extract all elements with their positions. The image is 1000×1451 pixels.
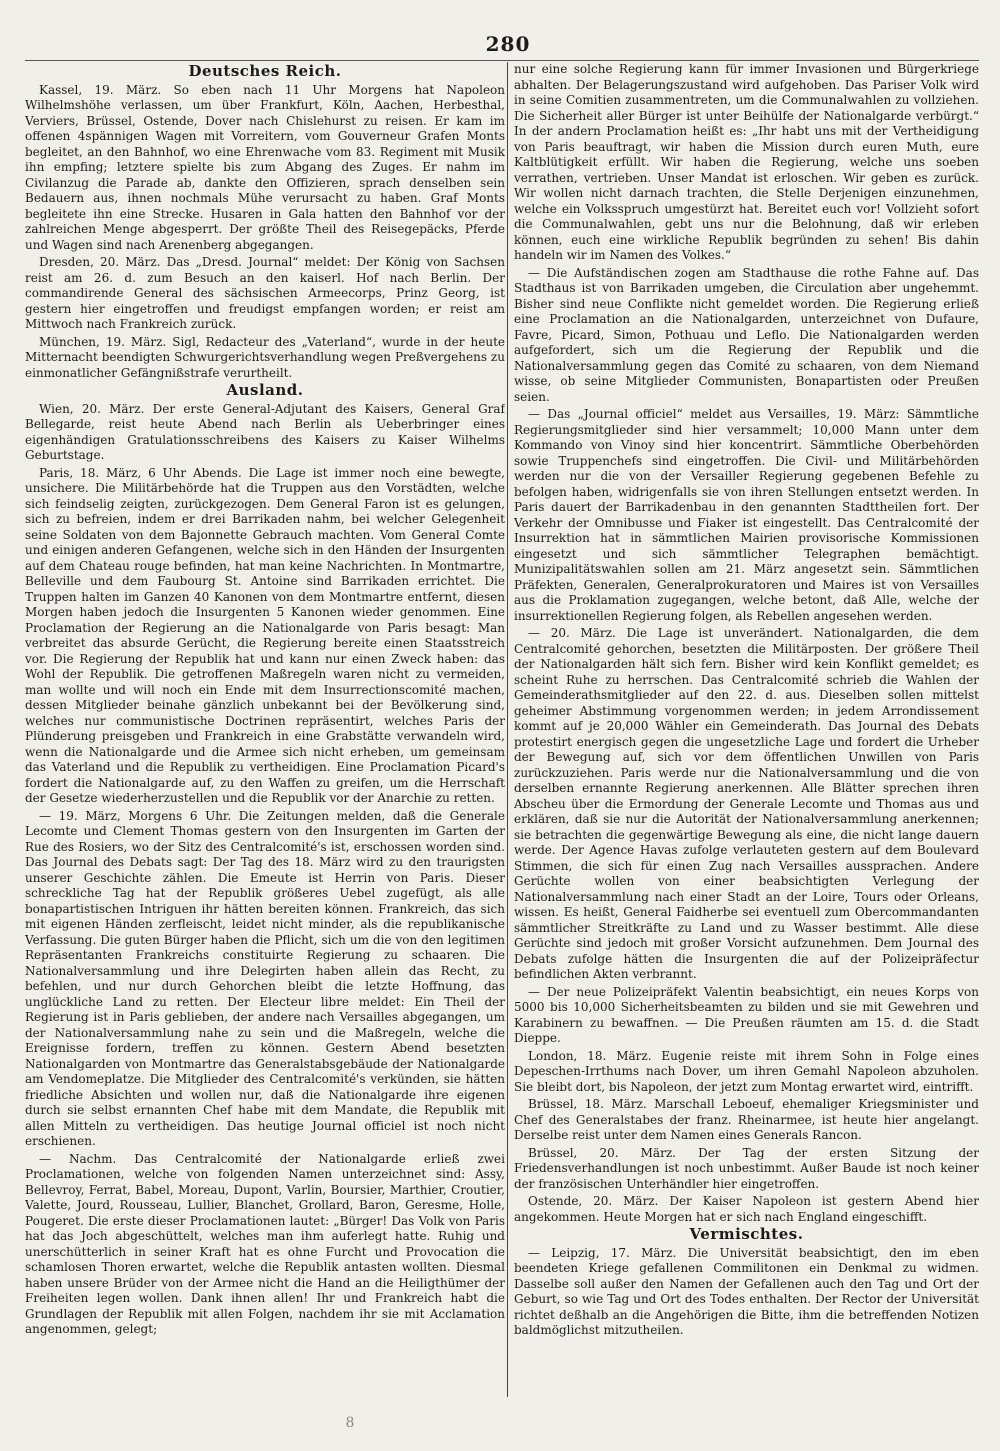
article-muenchen: München, 19. März. Sigl, Redacteur des „Vaterland“, wurde in der heute Mitternacht beendigten Schwurgerichtsverhandlung wegen Preßvergehens zu einmonatlicher Gefängnißstrafe verurtheilt.: [25, 334, 505, 380]
heading-deutsches-reich: Deutsches Reich.: [188, 62, 342, 80]
page-number: 280: [485, 32, 531, 56]
article-paris-18: Paris, 18. März, 6 Uhr Abends. Die Lage ist immer noch eine bewegte, unsichere. Die Militärbehörde hat die Truppen aus den Vorstädten, welche sich feindselig zeigten, zurückgezogen. Dem General Faron ist es gelungen, sich zu befreien, indem er drei Barrikaden nahm, bei welcher Gelegenheit seine Soldaten von dem Bajonnette Gebrauch machten. Vom General Comte und einigen anderen Gefangenen, welche sich in den Händen der Insurgenten auf dem Chateau rouge befinden, hat man keine Nachrichten. In Montmartre, Belleville und dem Faubourg St. Antoine sind Barrikaden errichtet. Die Truppen halten im Ganzen 40 Kanonen von dem Montmartre entfernt, diesen Morgen haben jedoch die Insurgenten 5 Kanonen wieder genommen. Eine Proclamation der Regierung an die Nationalgarde von Paris besagt: Man verbreitet das absurde Gerücht, die Regierung bereite einen Staatsstreich vor. Die Regierung der Republik hat und kann nur einen Zweck haben: das Wohl der Republik. Die getroffenen Maßregeln waren nicht zu vermeiden, man wollte und will noch ein Ende mit dem Insurrectionscomité machen, dessen Mitglieder beinahe gänzlich unbekannt bei der Bevölkerung sind, welches nur communistische Doctrinen repräsentirt, welches Paris der Plünderung preisgeben und Frankreich in eine Grabstätte verwandeln wird, wenn die Nationalgarde und die Armee sich nicht erheben, um gemeinsam das Vaterland und die Republik zu vertheidigen. Eine Proclamation Picard's fordert die Nationalgarde auf, zu den Waffen zu greifen, um die Herrschaft der Gesetze wiederherzustellen und die Republik vor der Anarchie zu retten.: [25, 465, 505, 805]
article-dresden: Dresden, 20. März. Das „Dresd. Journal“ meldet: Der König von Sachsen reist am 26. d. zum Besuch an den kaiserl. Hof nach Berlin. Der commandirende General des sächsischen Armeecorps, Prinz Georg, ist gestern hier eingetroffen und freudigst empfangen worden; er reist am Mittwoch nach Frankreich zurück.: [25, 255, 505, 331]
article-wien: Wien, 20. März. Der erste General-Adjutant des Kaisers, General Graf Bellegarde, reist heute Abend nach Berlin als Ueberbringer eines eigenhändigen Gratulationsschreibens des Kaisers zu Kaiser Wilhelms Geburtstage.: [25, 401, 505, 462]
article-kassel: Kassel, 19. März. So eben nach 11 Uhr Morgens hat Napoleon Wilhelmshöhe verlassen, um über Frankfurt, Köln, Aachen, Herbesthal, Verviers, Brüssel, Ostende, Dover nach Chislehurst zu reisen. Er kam im offenen 4spännigen Wagen mit Vorreitern, vom Gouverneur Grafen Monts begleitet, an den Bahnhof, wo eine Ehrenwache vom 83. Regiment mit Musik ihn empfing; letztere spielte bis zum Abgang des Zuges. Er nahm im Civilanzug die Parade ab, dankte den Offizieren, sprach denselben sein Bedauern aus, ihnen nochmals Mühe verursacht zu haben. Graf Monts begleitete ihn eine Strecke. Husaren in Gala hatten den Bahnhof vor der zahlreichen Menge abgesperrt. Der größte Theil des Reisegepäcks, Pferde und Wagen sind nach Arenenberg abgegangen.: [25, 82, 505, 252]
column-rule: [507, 62, 508, 1397]
right-column: [514, 62, 979, 1422]
heading-vermischtes: Vermischtes.: [689, 1225, 804, 1243]
article-bruessel-20: Brüssel, 20. März. Der Tag der ersten Sitzung der Friedensverhandlungen ist noch unbestimmt. Außer Baude ist noch keiner der französischen Unterhändler hier eingetroffen.: [514, 1145, 979, 1191]
article-paris-20: — 20. März. Die Lage ist unverändert. Nationalgarden, die dem Centralcomité gehorchen, besetzten die Militärposten. Der größere Theil der Nationalgarden hält sich fern. Bisher wird kein Konflikt gemeldet; es scheint Ruhe zu herrschen. Das Centralcomité schrieb die Wahlen der Gemeinderathsmitglieder auf den 22. d. aus. Dieselben sollen mittelst geheimer Abstimmung vorgenommen werden; in jedem Arrondissement kommt auf je 20,000 Wähler ein Gemeinderath. Das Journal des Debats protestirt energisch gegen die ungesetzliche Lage und fordert die Urheber der Bewegung auf, sich vor dem öffentlichen Unwillen von Paris zurückzuziehen. Paris werde nur die Nationalversammlung und die von derselben ernannte Regierung anerkennen. Alle Blätter sprechen ihren Abscheu über die Ermordung der Generale Lecomte und Thomas aus und erklären, daß sie nur die Autorität der Nationalversammlung anerkennen; sie betrachten die gegenwärtige Bewegung als eine, die nicht lange dauern werde. Der Agence Havas zufolge verlauteten gestern auf dem Boulevard Stimmen, die sich für einen Zug nach Versailles aussprachen. Andere Gerüchte wollen von einer beabsichtigten Verlegung der Nationalversammlung nach einer Stadt an der Loire, Tours oder Orleans, wissen. Es heißt, General Faidherbe sei eventuell zum Obercommandanten sämmtlicher Streitkräfte zu Land und zu Wasser bestimmt. Alle diese Gerüchte sind jedoch mit großer Vorsicht aufzunehmen. Dem Journal des Debats zufolge hätten die Insurgenten die auf der Polizeipräfectur befindlichen Akten verbrannt.: [514, 626, 979, 981]
article-bruessel-18: Brüssel, 18. März. Marschall Leboeuf, ehemaliger Kriegsminister und Chef des Generalstabes der franz. Rheinarmee, ist heute hier angelangt. Derselbe reist unter dem Namen eines Generals Rancon.: [514, 1097, 979, 1142]
article-ostende: Ostende, 20. März. Der Kaiser Napoleon ist gestern Abend hier angekommen. Heute Morgen hat er sich nach England eingeschifft.: [514, 1194, 979, 1224]
top-rule: [25, 60, 979, 61]
article-paris-19: — 19. März, Morgens 6 Uhr. Die Zeitungen melden, daß die Generale Lecomte und Clement Thomas gestern von den Insurgenten im Garten der Rue des Rosiers, wo der Sitz des Centralcomité's ist, erschossen worden sind. Das Journal des Debats sagt: Der Tag des 18. März wird zu den traurigsten unserer Geschichte zählen. Die Emeute ist Herrin von Paris. Dieser schreckliche Tag hat der Republik größeres Uebel zugefügt, als alle bonapartistischen Intriguen ihr hätten bereiten können. Frankreich, das sich mit eigenen Händen zerfleischt, leidet nicht minder, als die republikanische Verfassung. Die guten Bürger haben die Pflicht, sich um die von den legitimen Repräsentanten Frankreichs constituirte Regierung zu schaaren. Die Nationalversammlung und ihre Delegirten haben allein das Recht, zu befehlen, und nur durch Gehorchen bleibt die letzte Hoffnung, das unglückliche Land zu retten. Der Electeur libre meldet: Ein Theil der Regierung ist in Paris geblieben, der andere nach Versailles abgegangen, um der Nationalversammlung nahe zu sein und die Maßregeln, welche die Ereignisse fordern, treffen zu können. Gestern Abend besetzten Nationalgarden von Montmartre das Generalstabsgebäude der Nationalgarde am Vendomeplatze. Die Mitglieder des Centralcomité's verkünden, sie hätten friedliche Absichten und wollen nur, daß die Nationalgarde ihre eigenen durch sie selbst ernannten Chef habe mit dem Mandate, die Republik mit allen Mitteln zu vertheidigen. Das heutige Journal officiel ist noch nicht erschienen.: [25, 808, 505, 1148]
heading-ausland: Ausland.: [226, 381, 304, 399]
article-continuation: nur eine solche Regierung kann für immer Invasionen und Bürgerkriege abhalten. Der Belagerungszustand wird aufgehoben. Das Pariser Volk wird in seine Comitien zusammentreten, um die Communalwahlen zu vollziehen. Die Sicherheit aller Bürger ist unter Beihülfe der Nationalgarde verbürgt.“ In der andern Proclamation heißt es: „Ihr habt uns mit der Vertheidigung von Paris beauftragt, wir haben die Mission durch euren Muth, eure Kaltblütigkeit erfüllt. Wir haben die Regierung, welche uns soeben verrathen, vertrieben. Unser Mandat ist erloschen. Wir geben es zurück. Wir wollen nicht darnach trachten, die Stelle Derjenigen einzunehmen, welche ein Volksspruch umgestürzt hat. Bereitet euch vor! Vollzieht sofort die Communalwahlen, gebt uns nur die Belohnung, daß wir erleben können, euch eine wirkliche Republik begründen zu sehen! Bis dahin handeln wir im Namen des Volkes.“: [514, 62, 979, 262]
article-london: London, 18. März. Eugenie reiste mit ihrem Sohn in Folge eines Depeschen-Irrthums nach Dover, um ihren Gemahl Napoleon abzuholen. Sie bleibt dort, bis Napoleon, der jetzt zum Montag erwartet wird, eintrifft.: [514, 1048, 979, 1094]
signature-mark: 8: [345, 1415, 355, 1431]
article-polizeipraefekt: — Der neue Polizeipräfekt Valentin beabsichtigt, ein neues Korps von 5000 bis 10,000 Sicherheitsbeamten zu bilden und sie mit Gewehren und Karabinern zu bewaffnen. — Die Preußen räumten am 15. d. die Stadt Dieppe.: [514, 984, 979, 1045]
article-leipzig: — Leipzig, 17. März. Die Universität beabsichtigt, den im eben beendeten Kriege gefallenen Commilitonen ein Denkmal zu widmen. Dasselbe soll außer den Namen der Gefallenen auch den Tag und Ort der Geburt, so wie Tag und Ort des Todes enthalten. Der Rector der Universität richtet deßhalb an die Angehörigen die Bitte, ihm die betreffenden Notizen baldmöglichst mitzutheilen.: [514, 1245, 979, 1337]
left-column: [25, 62, 505, 1422]
article-paris-nachm: — Nachm. Das Centralcomité der Nationalgarde erließ zwei Proclamationen, welche von folgenden Namen unterzeichnet sind: Assy, Bellevroy, Ferrat, Babel, Moreau, Dupont, Varlin, Boursier, Marthier, Croutier, Valette, Jourd, Rousseau, Lullier, Blanchet, Grollard, Baron, Geresme, Holle, Pougeret. Die erste dieser Proclamationen lautet: „Bürger! Das Volk von Paris hat das Joch abgeschüttelt, welches man ihm auferlegt hatte. Ruhig und unerschütterlich in seiner Kraft hat es ohne Furcht und Provocation die schamlosen Thoren erwartet, welche die Republik antasten wollten. Diesmal haben unsere Brüder von der Armee nicht die Hand an die Heiligthümer der Freiheiten legen wollen. Dank ihnen allen! Ihr und Frankreich habt die Grundlagen der Republik mit allen Folgen, nachdem ihr sie mit Acclamation angenommen, gelegt;: [25, 1151, 505, 1336]
article-stadthaus: — Die Aufständischen zogen am Stadthause die rothe Fahne auf. Das Stadthaus ist von Barrikaden umgeben, die Circulation aber ungehemmt. Bisher sind neue Conflikte nicht gemeldet worden. Die Regierung erließ eine Proclamation an die Nationalgarden, unterzeichnet von Dufaure, Favre, Picard, Simon, Pothuau und Leflo. Die Nationalgarden werden aufgefordert, sich um die Regierung der Republik und die Nationalversammlung gegen das Comité zu schaaren, von dem Niemand wisse, ob seine Mitglieder Communisten, Bonapartisten oder Preußen seien.: [514, 265, 979, 404]
article-versailles: — Das „Journal officiel“ meldet aus Versailles, 19. März: Sämmtliche Regierungsmitglieder sind hier versammelt; 10,000 Mann unter dem Kommando von Vinoy sind hier koncentrirt. Sämmtliche Oberbehörden sowie Truppenchefs sind eingetroffen. Die Civil- und Militärbehörden werden nur die von der Versailler Regierung gegebenen Befehle zu befolgen haben, widrigenfalls sie von ihren Stellungen entsetzt werden. In Paris dauert der Barrikadenbau in den genannten Stadttheilen fort. Der Verkehr der Omnibusse und Fiaker ist eingestellt. Das Centralcomité der Insurrektion hat in sämmtlichen Mairien provisorische Kommissionen eingesetzt und sich sämmtlicher Telegraphen bemächtigt. Munizipalitätswahlen sollen am 21. März angesetzt sein. Sämmtlichen Präfekten, Generalen, Generalprokuratoren und Maires ist von Versailles aus die Proklamation zugegangen, welche betont, daß Alle, welche der insurrektionellen Regierung folgen, als Rebellen angesehen werden.: [514, 407, 979, 623]
